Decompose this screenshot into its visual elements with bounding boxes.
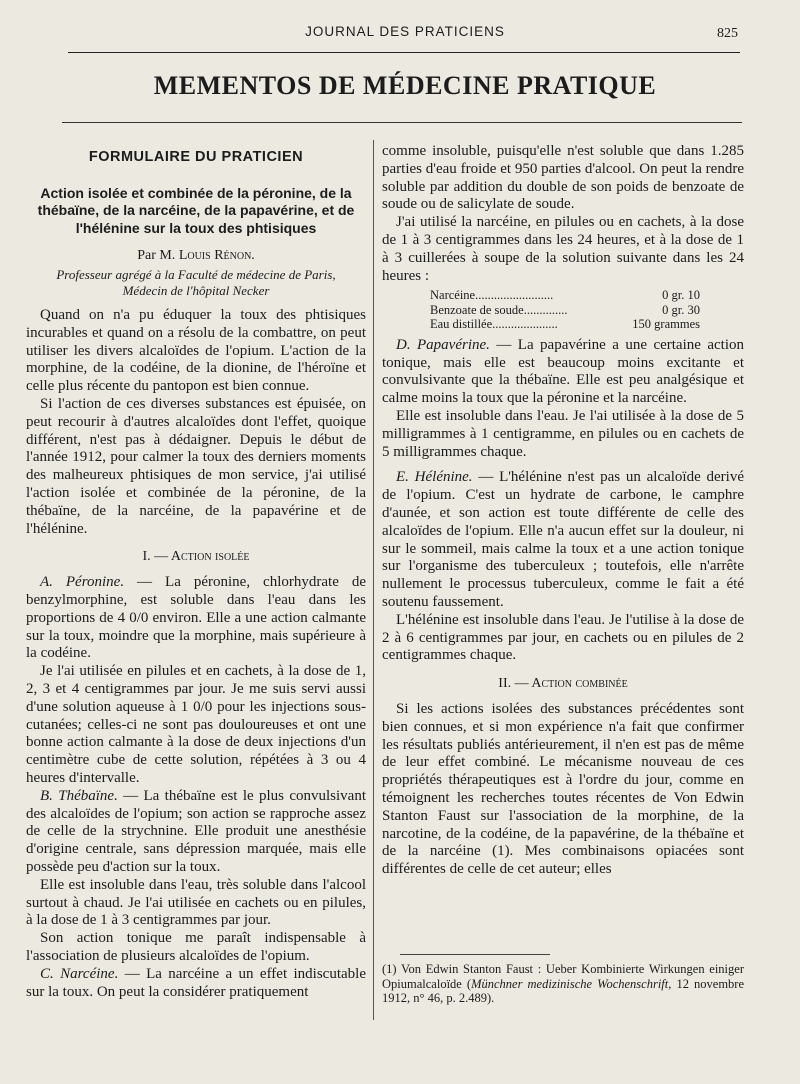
section-heading: FORMULAIRE DU PRATICIEN <box>88 149 304 165</box>
prescription-row <box>430 288 700 303</box>
ingredient-name: Benzoate de soude.............. <box>430 302 568 317</box>
right-column <box>382 143 744 879</box>
paragraph-narceine <box>26 966 366 1002</box>
column-divider <box>373 140 374 1020</box>
left-column <box>26 143 366 1001</box>
item-label: E. Hélénine. <box>396 469 473 486</box>
author-affiliation <box>26 267 366 299</box>
paragraph: Elle est insoluble dans l'eau, très soluble dans l'alcool surtout à chaud. Je l'ai utilisée en cachets ou en pilules, à la dose de 1 à 3 centigrammes par jour. <box>26 876 366 929</box>
journal-title: JOURNAL DES PRATICIENS <box>305 24 505 39</box>
paragraph: comme insoluble, puisqu'elle n'est soluble que dans 1.285 parties d'eau froide et 950 parties d'alcool. On peut la rendre soluble par addition du double de son poids de benzoate de soude ou de salicylate de soude. <box>382 143 744 213</box>
item-label: C. Narcéine. <box>40 965 119 982</box>
paragraph-thebaine <box>26 788 366 877</box>
item-label: A. Péronine. <box>40 574 125 591</box>
footnote <box>382 962 744 1006</box>
paragraph: Son action tonique me paraît indispensable à l'association de plusieurs alcaloïdes de l'opium. <box>26 930 366 964</box>
affiliation-line-2: Médecin de l'hôpital Necker <box>122 283 270 299</box>
paragraph: Si les actions isolées des substances précédentes sont bien connues, et si mon expérience n'a fait que confirmer les résultats publiés antérieurement, il n'en est pas de même de leur effet combiné. Le mécanisme nouveau de ces propriétés thérapeutiques est à l'ordre du jour, comme en témoignent les recherches toutes récentes de Von Edwin Stanton Faust sur l'association de la morphine, de la narcotine, de la codéine, de la papavérine, de la thébaïne et de la narcéine (1). Mes combinaisons opiacées sont différentes de celle de cet auteur; elles <box>382 701 744 878</box>
item-text: — La péronine, chlorhydrate de benzylmorphine, est soluble dans l'eau dans les proportions de 4 0/0 environ. Elle a une action calmante sur la toux, moindre que la morphine, mais supérieure à la codéine. <box>26 574 366 662</box>
title-rule <box>62 122 742 123</box>
author-line <box>26 247 366 265</box>
item-label: D. Papavérine. <box>396 336 490 353</box>
item-label: B. Thébaïne. <box>40 787 118 804</box>
ingredient-quantity: 0 gr. 30 <box>662 302 700 317</box>
paragraph: Quand on n'a pu éduquer la toux des phtisiques incurables et quand on a résolu de la combattre, on peut utiliser les divers alcaloïdes de l'opium. L'action de la morphine, de la codéine, de la dionine, de l'héroïne et celle plus récente du pantopon est bien connue. <box>26 307 366 395</box>
page-number: 825 <box>717 26 738 41</box>
header-rule <box>68 52 740 53</box>
ingredient-quantity: 150 grammes <box>632 317 700 332</box>
paragraph-papaverine <box>382 337 744 408</box>
ingredient-name: Narcéine......................... <box>430 288 554 303</box>
ingredient-quantity: 0 gr. 10 <box>662 288 700 303</box>
paragraph-helenine <box>382 469 744 611</box>
item-text: — La papavérine a une certaine action tonique, mais elle est beaucoup moins excitante et convulsivante que la thébaïne. Elle est peu analgésique et calme moins la toux que la péronine et la narcéine. <box>382 336 744 407</box>
paragraph: L'hélénine est insoluble dans l'eau. Je l'utilise à la dose de 2 à 6 centigrammes par jour, en cachets ou en pilules de 2 centigrammes chaque. <box>382 611 744 664</box>
footnote-journal: Münchner medizinische Wochenschrift, <box>471 976 672 991</box>
paragraph-peronine <box>26 574 366 663</box>
paragraph: J'ai utilisé la narcéine, en pilules ou en cachets, à la dose de 1 à 3 centigrammes dans les 24 heures, et à la dose de 1 à 3 cuillerées à soupe de la solution suivante dans les 24 heures : <box>382 214 744 284</box>
prescription-row <box>430 303 700 318</box>
author-prefix: Par M. <box>137 248 176 264</box>
page-header <box>70 22 740 46</box>
footnote-prefix: (1) Von Edwin Stanton Faust : Ueber Kombinierte Wirkungen einiger Opiumalcaloïde ( <box>382 962 744 991</box>
footnote-rule <box>400 954 550 955</box>
paragraph: Si l'action de ces diverses substances est épuisée, on peut recourir à d'autres alcaloïdes dont l'effet, quoique différent, n'est pas à dédaigner. Depuis le début de l'année 1912, pour calmer la toux des derniers moments des malheureux phtisiques de mon service, j'ai utilisé l'action isolée et combinée de la péronine, de la thébaïne, de la narcéine, de la papavérine et de l'hélénine. <box>26 396 366 537</box>
main-title: MEMENTOS DE MÉDECINE PRATIQUE <box>153 71 657 100</box>
prescription-formula <box>430 288 700 332</box>
prescription-row <box>430 317 700 332</box>
ingredient-name: Eau distillée..................... <box>430 317 558 332</box>
item-text: — La thébaïne est le plus convulsivant des alcaloïdes de l'opium; son action se rapproche assez de celle de la strychnine. Elle produit une anesthésie d'origine centrale, sans dépression marquée, mais elle possède peu d'action sur la toux. <box>26 787 366 875</box>
affiliation-line-1: Professeur agrégé à la Faculté de médecine de Paris, <box>56 267 336 283</box>
article-title: Action isolée et combinée de la péronine, de la thébaïne, de la narcéine, de la papavérine, et de l'hélénine sur la toux des phtisiques <box>37 184 355 236</box>
subsection-heading: II. — Action combinée <box>498 676 628 692</box>
author-name: Louis Rénon. <box>178 248 255 264</box>
footnote-suffix: 12 novembre 1912, n° 46, p. 2.489). <box>382 976 744 1005</box>
paragraph: Je l'ai utilisée en pilules et en cachets, à la dose de 1, 2, 3 et 4 centigrammes par jour. Je me suis servi aussi d'une solution aqueuse à 1 0/0 pour les injections sous-cutanées; celles-ci ne sont pas douloureuses et ont une bonne action calmante à la dose de deux injections d'un centimètre cube de cette solution, répétées à 3 ou 4 heures d'intervalle. <box>26 663 366 787</box>
item-text: — L'hélénine n'est pas un alcaloïde derivé de l'opium. C'est un hydrate de carbone, le camphre d'aunée, et son action est toute différente de celle des alcaloïdes de l'opium. Elle n'a aucun effet sur la douleur, ni sur le sommeil, mais calme la toux et a une action tonique sur l'organisme des tuberculeux ; toutefois, elle n'arrête nullement le processus tuberculeux, comme le fait a été soutenu faussement. <box>382 469 744 611</box>
paragraph: Elle est insoluble dans l'eau. Je l'ai utilisée à la dose de 5 milligrammes à 1 centigramme, en pilules ou en cachets de 5 milligrammes chaque. <box>382 408 744 460</box>
subsection-heading: I. — Action isolée <box>142 549 250 565</box>
item-text: — La narcéine a un effet indiscutable sur la toux. On peut la considérer pratiquement <box>26 965 366 1000</box>
